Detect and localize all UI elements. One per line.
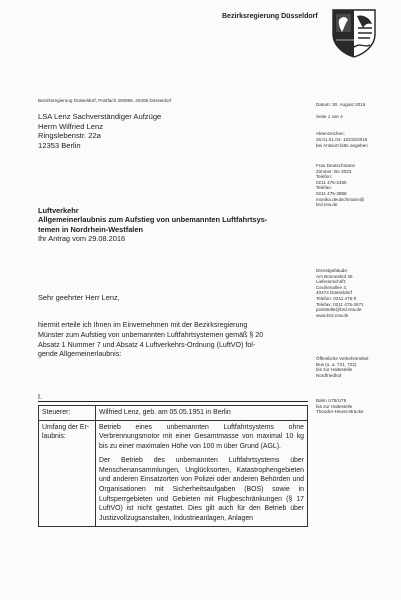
train-line: Bahn U78/U79: [316, 398, 347, 403]
office-phone: Telefon: 0211 475-0: [316, 295, 357, 301]
agency-name: Bezirksregierung Düsseldorf: [222, 13, 318, 20]
table-value-scope: [96, 420, 308, 526]
office-label: Dienstgebäude:: [316, 268, 349, 273]
transit-bus: Bus (u. a. 721, 722): [316, 361, 357, 367]
table-label-line: laubnis:: [42, 433, 66, 441]
subject-line: Allgemeinerlaubnis zum Aufstieg von unbemannten Luftfahrtsys-: [38, 215, 268, 225]
page-indicator: Seite 1 von 4: [316, 114, 343, 119]
sender-return-address: Bezirksregierung Düsseldorf, Postfach 300865, 40408 Düsseldorf: [38, 98, 172, 103]
contact-room: Zimmer: Bo 3023: [316, 168, 352, 174]
permission-table: [38, 405, 308, 527]
reference-number: 26.01.01.04- 10315/2016: [316, 137, 368, 142]
section-numeral: I.: [38, 392, 42, 401]
reference-label: Aktenzeichen:: [316, 131, 345, 136]
table-row: [39, 406, 308, 421]
office-fax: Telefax: 0211 475-2671: [316, 301, 364, 307]
subject-reference: Ihr Antrag vom 29.08.2016: [38, 234, 126, 244]
train-stop-label: bis zur Haltestelle: [316, 403, 353, 409]
subject-line: temen in Nordrhein-Westfalen: [38, 224, 143, 234]
contact-name: Frau Deutschmann: [316, 163, 356, 168]
transit-stop-label: bis zur Haltestelle: [316, 367, 353, 373]
contact-fax: 0211 475-3988: [316, 190, 347, 196]
transit-info: [316, 356, 370, 378]
subject-line: Luftverkehr: [38, 206, 79, 215]
salutation: Sehr geehrter Herr Lenz,: [38, 293, 120, 302]
table-label-steuerer: Steuerer:: [39, 406, 96, 421]
contact-phone-label: Telefon:: [316, 174, 333, 180]
paragraph-line: gende Allgemeinerlaubnis:: [38, 350, 122, 359]
address-line: LSA Lenz Sachverständiger Aufzüge: [38, 112, 162, 121]
table-row: [39, 420, 308, 526]
contact-block: [316, 163, 364, 208]
section-divider: [38, 401, 308, 402]
table-label-scope: [39, 420, 96, 526]
office-website: www.brd.nrw.de: [316, 312, 349, 318]
contact-phone: 0211 475-2455: [316, 179, 347, 185]
address-line: 12353 Berlin: [38, 140, 81, 150]
contact-email-domain: brd.nrw.de: [316, 202, 338, 208]
paragraph-line: Absatz 1 Nummer 7 und Absatz 4 Luftverkehrs-Ordnung (LuftVO) fol-: [38, 340, 256, 349]
reference-note: bei Antwort bitte angeben: [316, 143, 368, 148]
contact-email: monika.deutschmann@: [316, 196, 365, 202]
office-email: poststelle@brd.nrw.de: [316, 307, 362, 313]
train-stop: Theodor-Heuss-Brücke: [316, 409, 364, 415]
scope-paragraph: Der Betrieb des unbemannten Luftfahrtsystems über Menschenansammlungen, Unglücksorten, Katastrophengebieten und anderen Einsatzorten von Polizei oder anderen Behörden und Organisationen mit Sicherheitsaufgaben (BOS) sowie in Luftsperrgebieten und Gebieten mit Flugbeschränkungen (§ 17 LuftVO) ist nicht gestattet. Dies gilt auch für den Betrieb über Justizvollzugsanstalten, Industrieanlagen, Anlagen: [99, 456, 304, 523]
subject-block: [38, 206, 267, 244]
paragraph-line: hiermit erteile ich Ihnen im Einvernehmen mit der Bezirksregierung: [38, 321, 248, 329]
address-line: Herrn Wilfried Lenz: [38, 121, 103, 131]
transit-label: Öffentliche Verkehrsmittel:: [316, 356, 370, 361]
delivery-label: Lieferanschrift:: [316, 279, 347, 285]
table-label-line: Umfang der Er-: [42, 423, 90, 431]
office-info: [316, 268, 364, 318]
intro-paragraph: [38, 321, 308, 360]
office-street: Am Bonneshof 35: [316, 273, 353, 279]
delivery-city: 40474 Düsseldorf: [316, 290, 353, 296]
delivery-street: Cecilienallee 2,: [316, 284, 348, 290]
coat-of-arms-logo: [330, 6, 378, 58]
contact-fax-label: Telefax:: [316, 185, 332, 191]
address-line: Ringslebenstr. 22a: [38, 131, 101, 141]
recipient-address: [38, 112, 161, 150]
paragraph-line: Münster zum Aufstieg von unbemannten Luftfahrtsystemen gemäß § 20: [38, 330, 264, 339]
table-value-steuerer: Wilfried Lenz, geb. am 05.05.1951 in Berlin: [96, 406, 308, 421]
transit-stop: Nordfriedhof: [316, 372, 342, 378]
letter-date: Datum: 30. August 2016: [316, 102, 366, 107]
train-info: [316, 398, 364, 415]
scope-paragraph: Betrieb eines unbemannten Luftfahrtsystems ohne Verbrennungsmotor mit einer Gesamtmasse von maximal 10 kg bis zu einer maximalen Höhe von 100 m über Grund (AGL).: [99, 423, 304, 451]
